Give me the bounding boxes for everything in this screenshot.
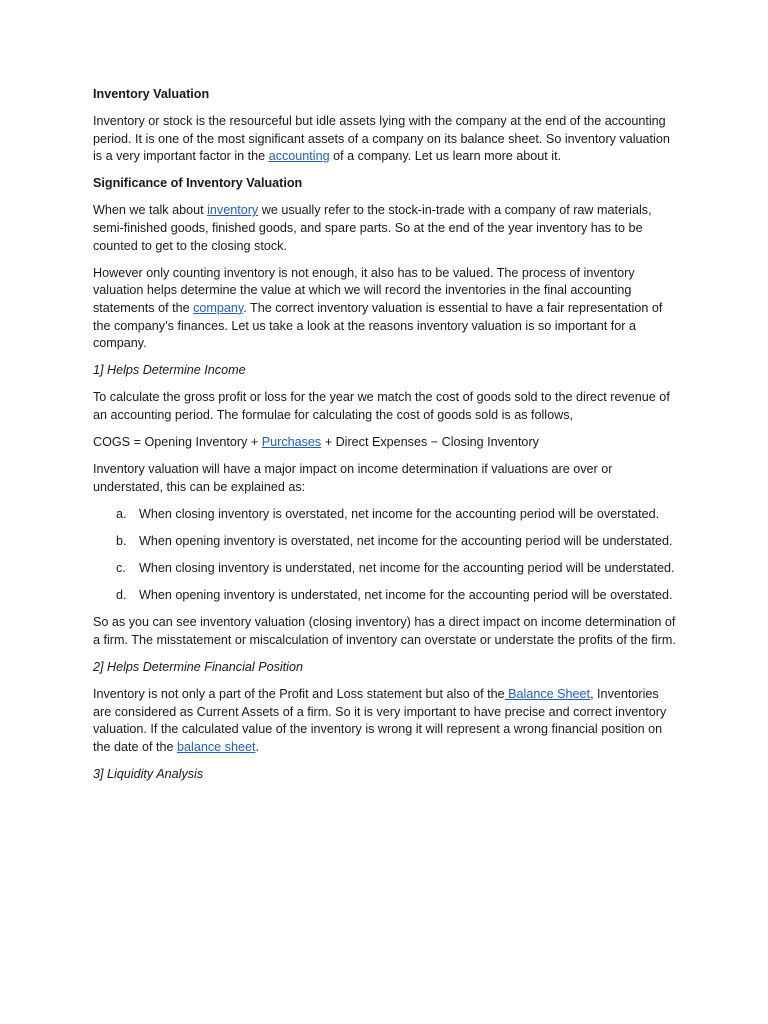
list-item bbox=[93, 506, 678, 524]
inventory-paragraph-text: When we talk about bbox=[93, 203, 208, 218]
inventory-link[interactable]: inventory bbox=[207, 203, 259, 218]
list-item-text: When closing inventory is understated, net income for the accounting period will be understated. bbox=[139, 560, 675, 575]
section1-conclusion: So as you can see inventory valuation (closing inventory) has a direct impact on income determination of a firm. The misstatement or miscalculation of inventory can overstate or understate the profits of the firm. bbox=[93, 615, 676, 647]
cogs-formula bbox=[93, 434, 678, 452]
section3-heading: 3] Liquidity Analysis bbox=[93, 766, 204, 781]
list-item-text: When opening inventory is overstated, net income for the accounting period will be understated. bbox=[139, 533, 673, 548]
formula-text-end: + Direct Expenses − Closing Inventory bbox=[321, 435, 539, 449]
section2-text-end: . bbox=[255, 739, 259, 754]
inventory-paragraph bbox=[93, 202, 678, 255]
income-effects-list bbox=[93, 506, 678, 605]
list-marker: a. bbox=[116, 506, 127, 521]
list-item bbox=[93, 587, 678, 605]
section2-text: Inventory is not only a part of the Profit and Loss statement but also of the bbox=[93, 686, 505, 701]
section1-heading: 1] Helps Determine Income bbox=[93, 363, 246, 378]
list-marker: d. bbox=[116, 588, 127, 603]
formula-text: COGS = Opening Inventory + bbox=[93, 435, 262, 449]
list-marker: c. bbox=[116, 560, 126, 575]
intro-text-end: of a company. Let us learn more about it. bbox=[329, 149, 562, 164]
list-marker: b. bbox=[116, 533, 127, 548]
section2-text-mid: , Inventories are considered as Current Assets of a firm. So it is very important to have precise and correct inventory valuation. If the calculated value of the inventory is wrong it will represent a wrong financial position on the date of the bbox=[93, 686, 667, 754]
accounting-link[interactable]: accounting bbox=[268, 149, 330, 164]
section1-paragraph: To calculate the gross profit or loss for the year we match the cost of goods sold to the direct revenue of an accounting period. The formulae for calculating the cost of goods sold is as follows, bbox=[93, 390, 670, 422]
company-paragraph bbox=[93, 265, 678, 353]
inventory-paragraph-text-end: we usually refer to the stock-in-trade with a company of raw materials, semi-finished goods, finished goods, and spare parts. So at the end of the year inventory has to be counted to get to the closing stock. bbox=[93, 203, 652, 253]
intro-paragraph bbox=[93, 113, 678, 166]
document-page bbox=[93, 86, 678, 793]
document-title: Inventory Valuation bbox=[93, 87, 210, 101]
section1-paragraph-2: Inventory valuation will have a major impact on income determination if valuations are over or understated, this can be explained as: bbox=[93, 462, 613, 494]
list-item-text: When closing inventory is overstated, net income for the accounting period will be overstated. bbox=[139, 506, 660, 521]
list-item bbox=[93, 560, 678, 578]
company-paragraph-text: However only counting inventory is not enough, it also has to be valued. The process of inventory valuation helps determine the value at which we will record the inventories in the final accounting statements of the bbox=[93, 265, 635, 315]
company-paragraph-text-end: . The correct inventory valuation is essential to have a fair representation of the company’s finances. Let us take a look at the reasons inventory valuation is so important for a company. bbox=[93, 300, 663, 351]
list-item-text: When opening inventory is understated, net income for the accounting period will be overstated. bbox=[139, 588, 673, 603]
balance-sheet-link[interactable]: Balance Sheet bbox=[504, 686, 591, 701]
list-item bbox=[93, 533, 678, 551]
significance-heading: Significance of Inventory Valuation bbox=[93, 176, 303, 191]
company-link[interactable]: company bbox=[193, 300, 244, 315]
intro-text: Inventory or stock is the resourceful but idle assets lying with the company at the end of the accounting period. It is one of the most significant assets of a company on its balance sheet. So inventory valuation is a very important factor in the bbox=[93, 114, 670, 164]
section2-heading: 2] Helps Determine Financial Position bbox=[93, 659, 303, 674]
section2-paragraph bbox=[93, 686, 678, 756]
purchases-link[interactable]: Purchases bbox=[261, 435, 322, 449]
balance-sheet-link-2[interactable]: balance sheet bbox=[177, 739, 256, 754]
